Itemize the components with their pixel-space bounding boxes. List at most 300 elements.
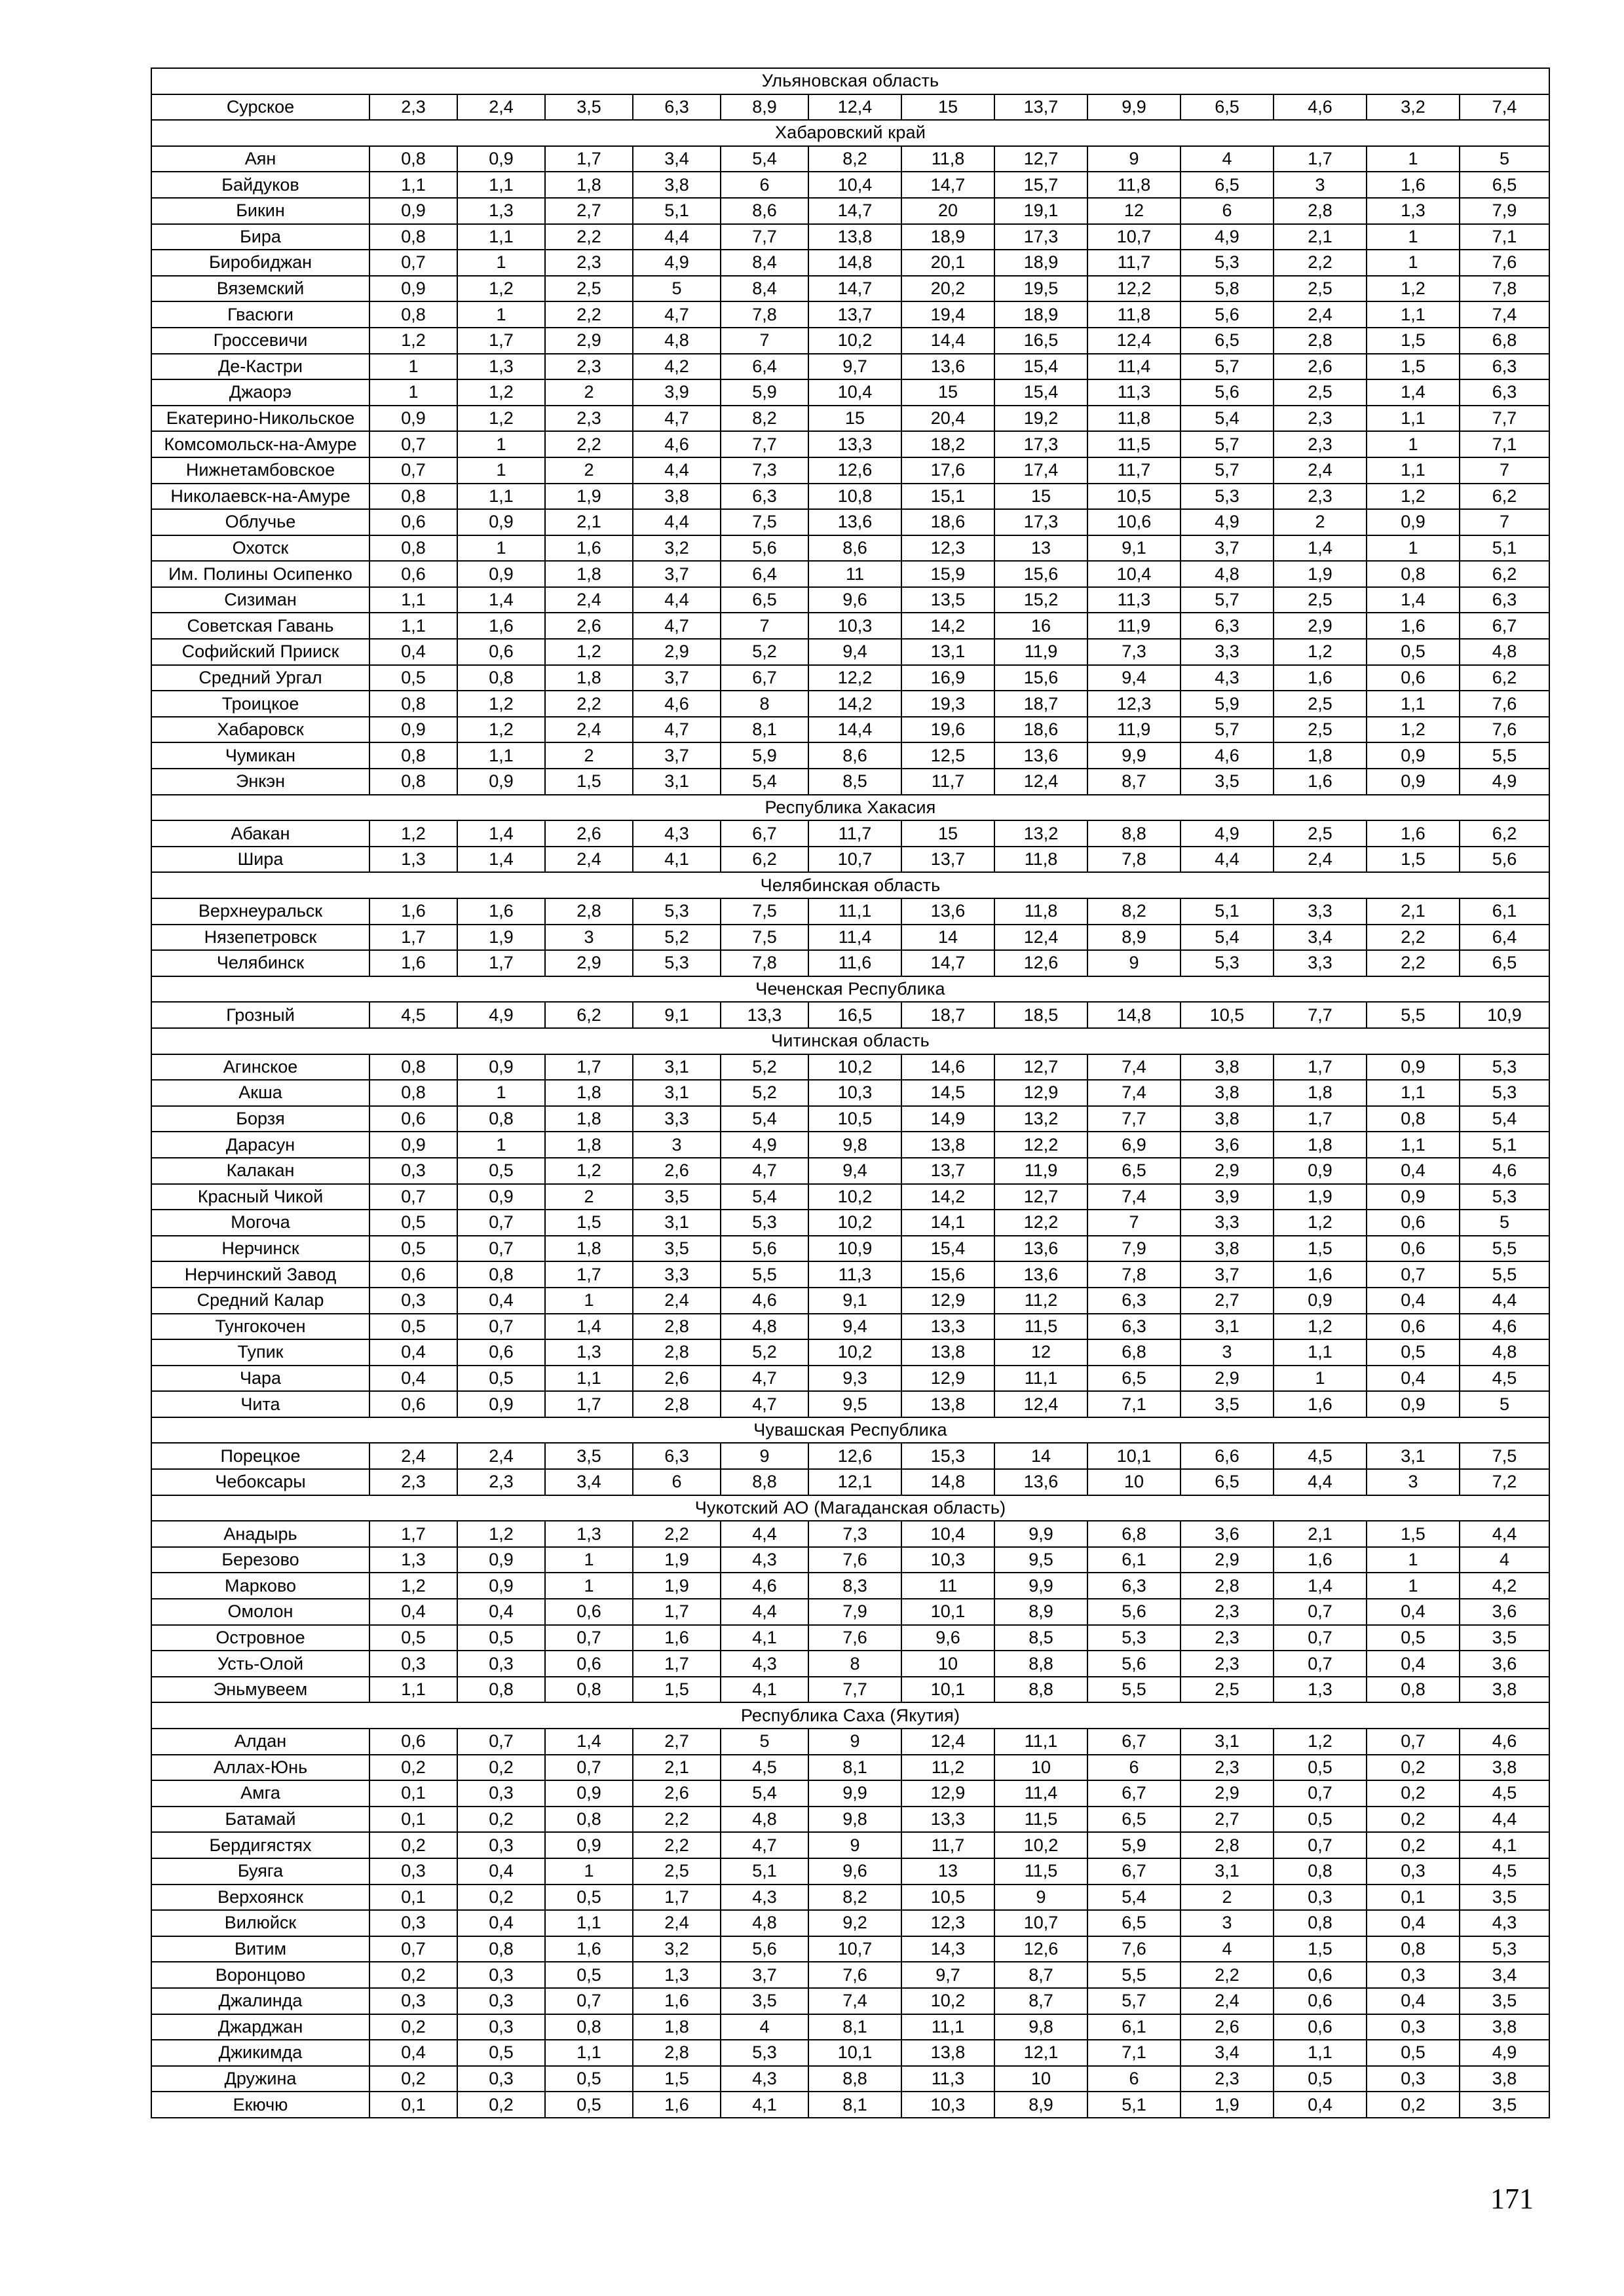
value-cell: 3,8: [1180, 1106, 1274, 1132]
value-cell: 0,5: [457, 1158, 545, 1184]
value-cell: 2,4: [1274, 301, 1367, 328]
value-cell: 12,7: [994, 1184, 1087, 1210]
value-cell: 9,9: [994, 1573, 1087, 1599]
value-cell: 1,1: [369, 1677, 457, 1703]
value-cell: 15: [901, 94, 994, 121]
value-cell: 3: [1180, 1339, 1274, 1366]
value-cell: 7,4: [1087, 1080, 1180, 1106]
value-cell: 1,3: [545, 1521, 633, 1547]
value-cell: 7: [721, 613, 808, 639]
table-row: [151, 1807, 1549, 1833]
value-cell: 0,7: [369, 431, 457, 457]
value-cell: 0,5: [369, 1236, 457, 1262]
value-cell: 13,7: [994, 94, 1087, 121]
value-cell: 0,6: [545, 1599, 633, 1625]
value-cell: 11: [808, 561, 901, 587]
value-cell: 1,3: [369, 1547, 457, 1573]
value-cell: 9: [808, 1832, 901, 1858]
value-cell: 1,2: [369, 328, 457, 354]
value-cell: 1,6: [1274, 769, 1367, 795]
value-cell: 2,3: [545, 406, 633, 432]
value-cell: 4,5: [369, 1002, 457, 1028]
value-cell: 11,3: [808, 1261, 901, 1288]
value-cell: 4,8: [721, 1807, 808, 1833]
value-cell: 11,9: [994, 639, 1087, 665]
table-row: [151, 769, 1549, 795]
value-cell: 2,5: [1274, 717, 1367, 743]
value-cell: 1,8: [545, 1132, 633, 1158]
value-cell: 0,6: [1367, 1210, 1460, 1236]
value-cell: 3,3: [1274, 950, 1367, 976]
value-cell: 5,3: [1180, 484, 1274, 510]
value-cell: 4,7: [633, 717, 721, 743]
value-cell: 10,1: [901, 1599, 994, 1625]
value-cell: 10,1: [901, 1677, 994, 1703]
value-cell: 3: [1274, 172, 1367, 198]
value-cell: 0,8: [369, 1054, 457, 1081]
value-cell: 15,6: [994, 665, 1087, 691]
value-cell: 0,9: [545, 1780, 633, 1807]
value-cell: 2,4: [369, 1443, 457, 1469]
value-cell: 1,7: [545, 1054, 633, 1081]
value-cell: 9: [1087, 146, 1180, 172]
value-cell: 3,1: [1180, 1314, 1274, 1340]
table-row: [151, 613, 1549, 639]
value-cell: 12,2: [994, 1210, 1087, 1236]
page-number: 171: [1490, 2183, 1534, 2215]
station-name: Алдан: [151, 1729, 369, 1755]
value-cell: 6,5: [1180, 172, 1274, 198]
value-cell: 4,4: [721, 1521, 808, 1547]
table-row: [151, 224, 1549, 250]
value-cell: 4,4: [633, 224, 721, 250]
value-cell: 7,4: [1460, 94, 1549, 121]
value-cell: 12,4: [994, 925, 1087, 951]
value-cell: 4,6: [1460, 1729, 1549, 1755]
value-cell: 1,6: [1367, 613, 1460, 639]
value-cell: 1,5: [633, 1677, 721, 1703]
value-cell: 5,1: [721, 1858, 808, 1885]
value-cell: 10,9: [1460, 1002, 1549, 1028]
value-cell: 2,8: [1180, 1573, 1274, 1599]
value-cell: 18,7: [901, 1002, 994, 1028]
station-name: Хабаровск: [151, 717, 369, 743]
value-cell: 4,4: [633, 509, 721, 535]
value-cell: 12,7: [994, 146, 1087, 172]
value-cell: 13,7: [901, 1158, 994, 1184]
value-cell: 0,7: [545, 1625, 633, 1651]
value-cell: 1,9: [1180, 2092, 1274, 2118]
value-cell: 1: [457, 535, 545, 562]
value-cell: 12,4: [994, 769, 1087, 795]
value-cell: 1,1: [457, 172, 545, 198]
value-cell: 1,3: [545, 1339, 633, 1366]
value-cell: 5,5: [1460, 1236, 1549, 1262]
value-cell: 1: [457, 431, 545, 457]
value-cell: 5: [1460, 146, 1549, 172]
value-cell: 4,7: [721, 1391, 808, 1417]
table-row: [151, 509, 1549, 535]
value-cell: 17,4: [994, 457, 1087, 484]
value-cell: 16,5: [994, 328, 1087, 354]
value-cell: 2,2: [1274, 250, 1367, 276]
table-row: [151, 820, 1549, 847]
value-cell: 5,6: [1180, 379, 1274, 406]
value-cell: 4,4: [1460, 1807, 1549, 1833]
value-cell: 0,4: [1367, 1366, 1460, 1392]
value-cell: 2,2: [545, 691, 633, 717]
value-cell: 0,6: [1274, 1962, 1367, 1988]
value-cell: 0,5: [1274, 1807, 1367, 1833]
value-cell: 3,2: [1367, 94, 1460, 121]
value-cell: 0,8: [1274, 1858, 1367, 1885]
table-row: [151, 587, 1549, 613]
value-cell: 1,9: [457, 925, 545, 951]
value-cell: 14,2: [808, 691, 901, 717]
value-cell: 2,6: [545, 613, 633, 639]
value-cell: 6,3: [1087, 1573, 1180, 1599]
value-cell: 3,3: [1180, 639, 1274, 665]
value-cell: 1,7: [457, 328, 545, 354]
value-cell: 6,6: [1180, 1443, 1274, 1469]
value-cell: 1,1: [457, 484, 545, 510]
table-row: [151, 1885, 1549, 1911]
value-cell: 4,7: [633, 613, 721, 639]
value-cell: 3: [545, 925, 633, 951]
value-cell: 9,8: [808, 1807, 901, 1833]
value-cell: 1,1: [1367, 1132, 1460, 1158]
table-row: [151, 535, 1549, 562]
value-cell: 9: [1087, 950, 1180, 976]
value-cell: 17,6: [901, 457, 994, 484]
value-cell: 10,1: [808, 2040, 901, 2066]
value-cell: 7,7: [721, 431, 808, 457]
value-cell: 12,3: [901, 1910, 994, 1936]
value-cell: 1,4: [1367, 587, 1460, 613]
value-cell: 14,8: [808, 250, 901, 276]
value-cell: 3,5: [1460, 1988, 1549, 2014]
value-cell: 8,9: [994, 1599, 1087, 1625]
value-cell: 9,1: [808, 1288, 901, 1314]
value-cell: 1,3: [369, 847, 457, 873]
value-cell: 5,4: [1460, 1106, 1549, 1132]
value-cell: 1,8: [1274, 1080, 1367, 1106]
value-cell: 5,3: [633, 898, 721, 925]
value-cell: 0,5: [369, 665, 457, 691]
value-cell: 2,5: [1274, 276, 1367, 302]
value-cell: 0,8: [369, 1080, 457, 1106]
value-cell: 5,4: [1087, 1885, 1180, 1911]
value-cell: 5,3: [1460, 1054, 1549, 1081]
value-cell: 0,9: [457, 1573, 545, 1599]
station-name: Сурское: [151, 94, 369, 121]
region-title: Чувашская Республика: [151, 1417, 1549, 1444]
value-cell: 10,4: [808, 379, 901, 406]
value-cell: 0,8: [545, 1807, 633, 1833]
value-cell: 8,9: [1087, 925, 1180, 951]
station-name: Гроссевичи: [151, 328, 369, 354]
value-cell: 0,8: [369, 224, 457, 250]
value-cell: 0,2: [1367, 1755, 1460, 1781]
value-cell: 1,1: [545, 1366, 633, 1392]
value-cell: 9,2: [808, 1910, 901, 1936]
value-cell: 7,6: [1460, 250, 1549, 276]
region-title: Чукотский АО (Магаданская область): [151, 1495, 1549, 1521]
value-cell: 2,7: [545, 198, 633, 224]
value-cell: 6: [1180, 198, 1274, 224]
value-cell: 6,7: [1087, 1729, 1180, 1755]
value-cell: 13: [901, 1858, 994, 1885]
value-cell: 12,3: [901, 535, 994, 562]
value-cell: 0,4: [1367, 1288, 1460, 1314]
value-cell: 1,9: [1274, 561, 1367, 587]
value-cell: 13,1: [901, 639, 994, 665]
value-cell: 0,8: [545, 2014, 633, 2040]
value-cell: 0,9: [1274, 1158, 1367, 1184]
value-cell: 2,5: [1180, 1677, 1274, 1703]
value-cell: 9,1: [1087, 535, 1180, 562]
value-cell: 2,8: [633, 1314, 721, 1340]
value-cell: 10,2: [808, 328, 901, 354]
value-cell: 5,7: [1180, 354, 1274, 380]
value-cell: 7,1: [1087, 2040, 1180, 2066]
value-cell: 0,7: [457, 1210, 545, 1236]
value-cell: 1,5: [545, 769, 633, 795]
value-cell: 0,5: [369, 1625, 457, 1651]
value-cell: 6,3: [633, 1443, 721, 1469]
value-cell: 1: [1367, 224, 1460, 250]
value-cell: 6,1: [1087, 2014, 1180, 2040]
value-cell: 0,4: [369, 2040, 457, 2066]
value-cell: 13,2: [994, 1106, 1087, 1132]
value-cell: 6,7: [1087, 1858, 1180, 1885]
value-cell: 4,7: [633, 406, 721, 432]
value-cell: 1,2: [1367, 276, 1460, 302]
value-cell: 4,3: [721, 1547, 808, 1573]
table-row: [151, 1858, 1549, 1885]
station-name: Средний Ургал: [151, 665, 369, 691]
value-cell: 3: [1180, 1910, 1274, 1936]
value-cell: 4: [1180, 1936, 1274, 1962]
value-cell: 1,2: [1274, 1729, 1367, 1755]
value-cell: 0,9: [1367, 1054, 1460, 1081]
value-cell: 11,9: [994, 1158, 1087, 1184]
value-cell: 19,3: [901, 691, 994, 717]
value-cell: 1,3: [1274, 1677, 1367, 1703]
value-cell: 6,5: [721, 587, 808, 613]
value-cell: 6,3: [633, 94, 721, 121]
value-cell: 3,5: [633, 1236, 721, 1262]
value-cell: 11,2: [901, 1755, 994, 1781]
value-cell: 4,1: [721, 2092, 808, 2118]
value-cell: 5,3: [1180, 250, 1274, 276]
value-cell: 3,2: [633, 535, 721, 562]
value-cell: 0,9: [369, 198, 457, 224]
value-cell: 0,2: [1367, 1832, 1460, 1858]
value-cell: 13,6: [901, 898, 994, 925]
value-cell: 15,1: [901, 484, 994, 510]
station-name: Марково: [151, 1573, 369, 1599]
table-row: [151, 1755, 1549, 1781]
value-cell: 5,3: [1180, 950, 1274, 976]
value-cell: 7,8: [1087, 847, 1180, 873]
value-cell: 12,2: [994, 1132, 1087, 1158]
value-cell: 11,2: [994, 1288, 1087, 1314]
value-cell: 20,1: [901, 250, 994, 276]
value-cell: 2,9: [545, 950, 633, 976]
value-cell: 1,7: [633, 1599, 721, 1625]
table-row: [151, 1936, 1549, 1962]
value-cell: 3,3: [1274, 898, 1367, 925]
value-cell: 4,9: [1460, 769, 1549, 795]
value-cell: 1: [1367, 431, 1460, 457]
value-cell: 3,6: [1180, 1132, 1274, 1158]
table-row: [151, 639, 1549, 665]
value-cell: 5,1: [633, 198, 721, 224]
value-cell: 8,1: [808, 2092, 901, 2118]
value-cell: 1,6: [1274, 1391, 1367, 1417]
region-title: Ульяновская область: [151, 68, 1549, 94]
value-cell: 10,7: [808, 847, 901, 873]
value-cell: 9,1: [633, 1002, 721, 1028]
value-cell: 4,9: [721, 1132, 808, 1158]
value-cell: 0,3: [1367, 2014, 1460, 2040]
value-cell: 0,5: [369, 1314, 457, 1340]
value-cell: 2: [545, 379, 633, 406]
value-cell: 5,3: [1087, 1625, 1180, 1651]
value-cell: 2,3: [545, 250, 633, 276]
value-cell: 3,1: [1180, 1858, 1274, 1885]
value-cell: 0,4: [1367, 1988, 1460, 2014]
region-title: Хабаровский край: [151, 120, 1549, 146]
station-name: Порецкое: [151, 1443, 369, 1469]
value-cell: 11,5: [994, 1807, 1087, 1833]
value-cell: 2,8: [633, 1339, 721, 1366]
value-cell: 14,7: [901, 172, 994, 198]
value-cell: 1,4: [545, 1314, 633, 1340]
value-cell: 8,8: [808, 2066, 901, 2092]
station-name: Чита: [151, 1391, 369, 1417]
value-cell: 6,3: [721, 484, 808, 510]
value-cell: 1,7: [633, 1651, 721, 1677]
value-cell: 9,6: [901, 1625, 994, 1651]
value-cell: 6,2: [545, 1002, 633, 1028]
value-cell: 0,7: [1274, 1780, 1367, 1807]
value-cell: 0,5: [457, 1366, 545, 1392]
value-cell: 10: [1087, 1469, 1180, 1495]
value-cell: 2,3: [457, 1469, 545, 1495]
value-cell: 1,9: [1274, 1184, 1367, 1210]
value-cell: 9,4: [808, 1158, 901, 1184]
value-cell: 18,9: [994, 250, 1087, 276]
value-cell: 15,4: [994, 379, 1087, 406]
value-cell: 2,4: [545, 587, 633, 613]
value-cell: 7,5: [721, 509, 808, 535]
value-cell: 6: [721, 172, 808, 198]
value-cell: 0,2: [369, 2014, 457, 2040]
value-cell: 0,8: [457, 1261, 545, 1288]
value-cell: 10,9: [808, 1236, 901, 1262]
value-cell: 6,8: [1460, 328, 1549, 354]
value-cell: 1,6: [369, 898, 457, 925]
value-cell: 9,9: [1087, 742, 1180, 769]
value-cell: 8,6: [808, 535, 901, 562]
value-cell: 5,7: [1087, 1988, 1180, 2014]
value-cell: 0,9: [457, 561, 545, 587]
value-cell: 0,3: [1367, 1858, 1460, 1885]
value-cell: 0,4: [457, 1288, 545, 1314]
station-name: Биробиджан: [151, 250, 369, 276]
value-cell: 5,9: [1180, 691, 1274, 717]
table-row: [151, 742, 1549, 769]
value-cell: 20: [901, 198, 994, 224]
value-cell: 3,5: [1460, 2092, 1549, 2118]
value-cell: 6,5: [1460, 172, 1549, 198]
value-cell: 9,4: [808, 1314, 901, 1340]
value-cell: 0,9: [457, 509, 545, 535]
table-row: [151, 1910, 1549, 1936]
station-name: Верхнеуральск: [151, 898, 369, 925]
value-cell: 9,3: [808, 1366, 901, 1392]
table-row: [151, 950, 1549, 976]
value-cell: 5,6: [721, 535, 808, 562]
station-name: Эньмувеем: [151, 1677, 369, 1703]
value-cell: 4,8: [721, 1910, 808, 1936]
value-cell: 15: [808, 406, 901, 432]
station-name: Охотск: [151, 535, 369, 562]
table-row: [151, 1002, 1549, 1028]
value-cell: 3,4: [545, 1469, 633, 1495]
table-row: [151, 457, 1549, 484]
value-cell: 3,8: [1460, 2014, 1549, 2040]
value-cell: 0,2: [369, 2066, 457, 2092]
value-cell: 7,2: [1460, 1469, 1549, 1495]
value-cell: 14,7: [808, 198, 901, 224]
value-cell: 0,2: [457, 1755, 545, 1781]
table-row: [151, 1573, 1549, 1599]
value-cell: 1,1: [1274, 1339, 1367, 1366]
value-cell: 0,5: [1367, 2040, 1460, 2066]
station-name: Агинское: [151, 1054, 369, 1081]
value-cell: 5,8: [1180, 276, 1274, 302]
value-cell: 11,3: [901, 2066, 994, 2092]
value-cell: 1,8: [545, 172, 633, 198]
value-cell: 13,6: [901, 354, 994, 380]
value-cell: 17,3: [994, 509, 1087, 535]
value-cell: 1,6: [633, 1625, 721, 1651]
value-cell: 14,1: [901, 1210, 994, 1236]
value-cell: 15,4: [994, 354, 1087, 380]
value-cell: 3,3: [1180, 1210, 1274, 1236]
table-row: [151, 276, 1549, 302]
value-cell: 1,8: [545, 561, 633, 587]
value-cell: 5,4: [721, 1106, 808, 1132]
value-cell: 6,7: [1460, 613, 1549, 639]
value-cell: 8,2: [808, 146, 901, 172]
value-cell: 1,7: [1274, 146, 1367, 172]
value-cell: 0,4: [1274, 2092, 1367, 2118]
value-cell: 4,7: [633, 301, 721, 328]
value-cell: 8,5: [808, 769, 901, 795]
value-cell: 2,5: [1274, 820, 1367, 847]
value-cell: 2,3: [1180, 1625, 1274, 1651]
value-cell: 0,6: [369, 1106, 457, 1132]
value-cell: 0,9: [369, 1132, 457, 1158]
value-cell: 0,6: [545, 1651, 633, 1677]
value-cell: 3,1: [633, 1054, 721, 1081]
value-cell: 1: [1367, 146, 1460, 172]
value-cell: 0,5: [457, 1625, 545, 1651]
